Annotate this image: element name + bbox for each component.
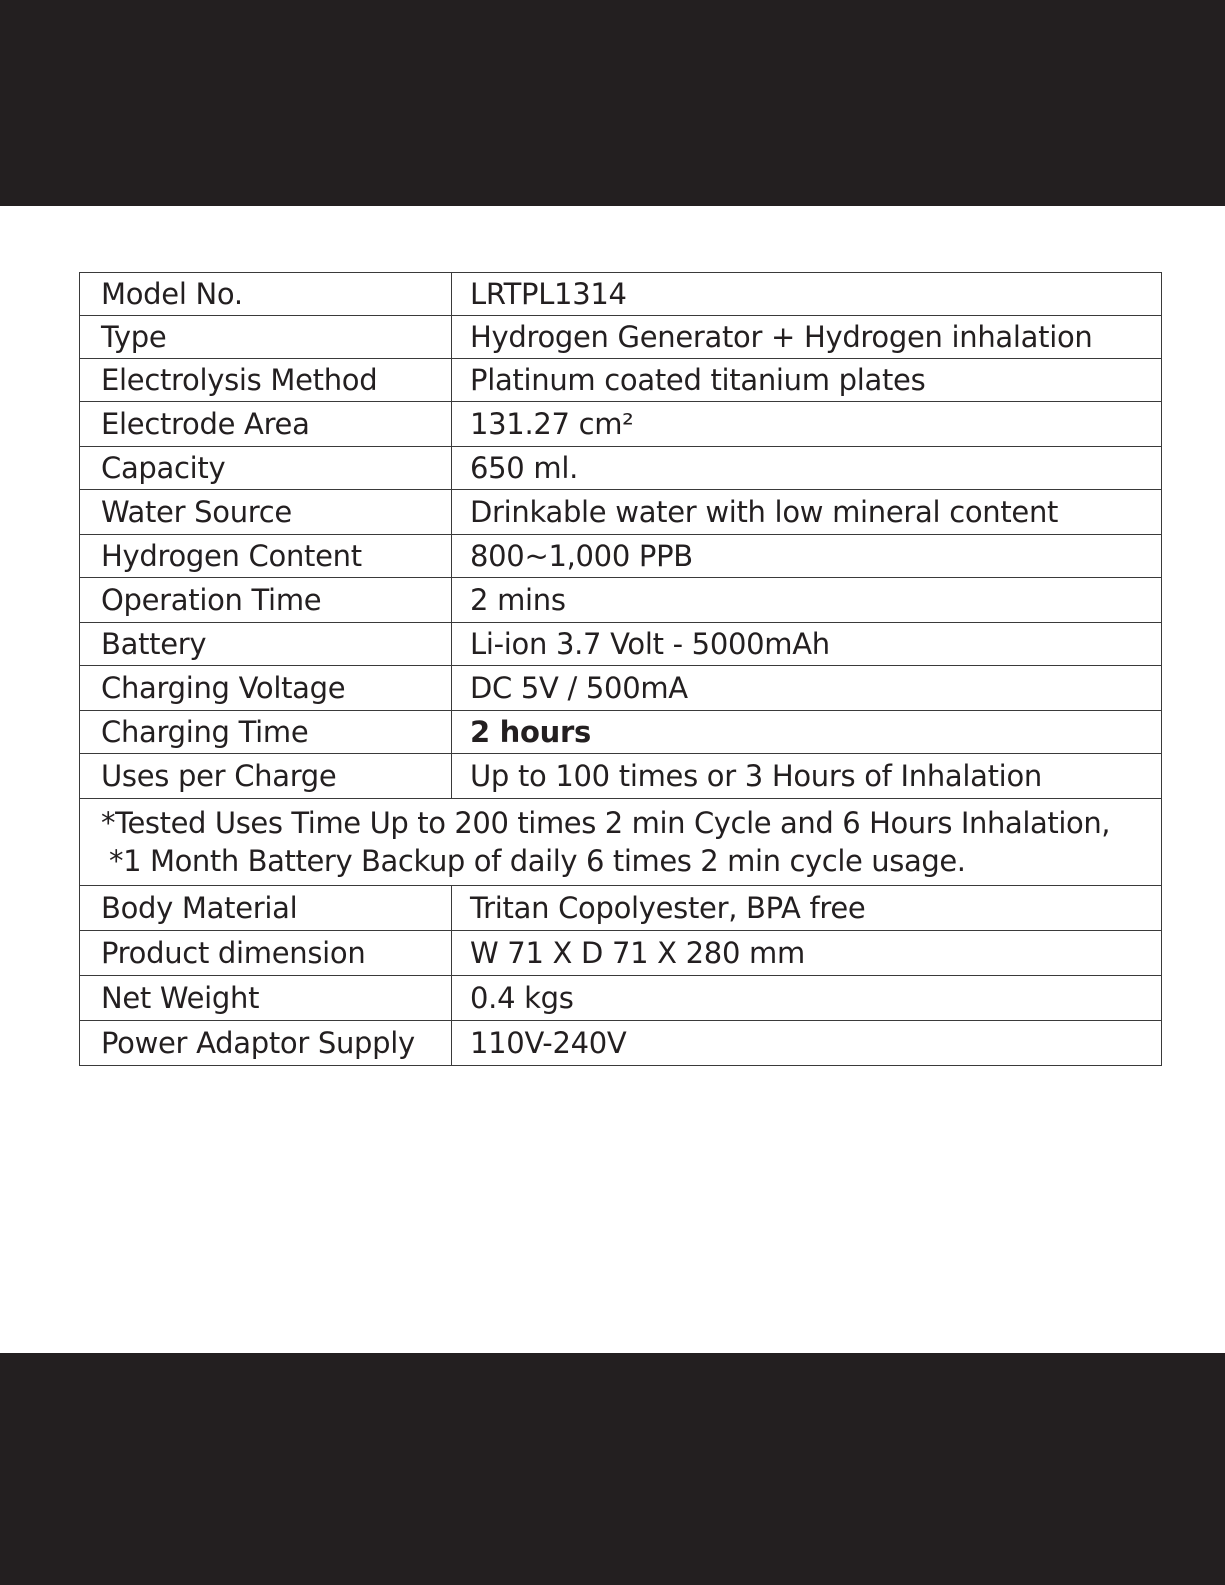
spec-label: Net Weight bbox=[80, 976, 452, 1021]
spec-row-capacity bbox=[80, 447, 1162, 490]
spec-value: 0.4 kgs bbox=[452, 976, 1162, 1021]
spec-row-hydrogen-content bbox=[80, 535, 1162, 578]
spec-label: Water Source bbox=[80, 490, 452, 535]
spec-value: W 71 X D 71 X 280 mm bbox=[452, 931, 1162, 976]
spec-value: Tritan Copolyester, BPA free bbox=[452, 886, 1162, 931]
spec-row-charging-voltage bbox=[80, 666, 1162, 711]
spec-value: Drinkable water with low mineral content bbox=[452, 490, 1162, 535]
spec-row-net-weight bbox=[80, 976, 1162, 1021]
spec-row-test-note bbox=[80, 799, 1162, 886]
spec-label: Type bbox=[80, 316, 452, 359]
spec-label: Capacity bbox=[80, 447, 452, 490]
spec-label: Power Adaptor Supply bbox=[80, 1021, 452, 1066]
spec-label: Electrolysis Method bbox=[80, 359, 452, 402]
spec-row-uses-per-charge bbox=[80, 754, 1162, 799]
spec-label: Operation Time bbox=[80, 578, 452, 623]
spec-row-battery bbox=[80, 623, 1162, 666]
spec-row-type bbox=[80, 316, 1162, 359]
spec-label: Body Material bbox=[80, 886, 452, 931]
spec-label: Electrode Area bbox=[80, 402, 452, 447]
spec-row-power-adaptor-supply bbox=[80, 1021, 1162, 1066]
spec-value: DC 5V / 500mA bbox=[452, 666, 1162, 711]
spec-label: Uses per Charge bbox=[80, 754, 452, 799]
spec-value: 110V-240V bbox=[452, 1021, 1162, 1066]
specification-table bbox=[79, 272, 1162, 1066]
spec-row-electrolysis-method bbox=[80, 359, 1162, 402]
spec-row-model-no bbox=[80, 273, 1162, 316]
spec-value: LRTPL1314 bbox=[452, 273, 1162, 316]
spec-value: 131.27 cm² bbox=[452, 402, 1162, 447]
spec-label: Battery bbox=[80, 623, 452, 666]
spec-value: 800~1,000 PPB bbox=[452, 535, 1162, 578]
spec-value: Hydrogen Generator + Hydrogen inhalation bbox=[452, 316, 1162, 359]
spec-value: 650 ml. bbox=[452, 447, 1162, 490]
spec-row-charging-time bbox=[80, 711, 1162, 754]
test-note-line-2: *1 Month Battery Backup of daily 6 times 2 min cycle usage. bbox=[109, 844, 966, 878]
bottom-dark-band bbox=[0, 1353, 1225, 1585]
spec-label: Hydrogen Content bbox=[80, 535, 452, 578]
spec-value: Li-ion 3.7 Volt - 5000mAh bbox=[452, 623, 1162, 666]
spec-value: Up to 100 times or 3 Hours of Inhalation bbox=[452, 754, 1162, 799]
spec-label: Product dimension bbox=[80, 931, 452, 976]
spec-label: Charging Voltage bbox=[80, 666, 452, 711]
spec-row-body-material bbox=[80, 886, 1162, 931]
top-dark-band bbox=[0, 0, 1225, 206]
spec-row-water-source bbox=[80, 490, 1162, 535]
test-note bbox=[80, 799, 1162, 886]
spec-value: 2 hours bbox=[452, 711, 1162, 754]
spec-value: Platinum coated titanium plates bbox=[452, 359, 1162, 402]
spec-label: Model No. bbox=[80, 273, 452, 316]
spec-row-operation-time bbox=[80, 578, 1162, 623]
spec-row-product-dimension bbox=[80, 931, 1162, 976]
spec-label: Charging Time bbox=[80, 711, 452, 754]
test-note-line-1: *Tested Uses Time Up to 200 times 2 min Cycle and 6 Hours Inhalation, bbox=[101, 806, 1111, 840]
spec-value: 2 mins bbox=[452, 578, 1162, 623]
spec-row-electrode-area bbox=[80, 402, 1162, 447]
